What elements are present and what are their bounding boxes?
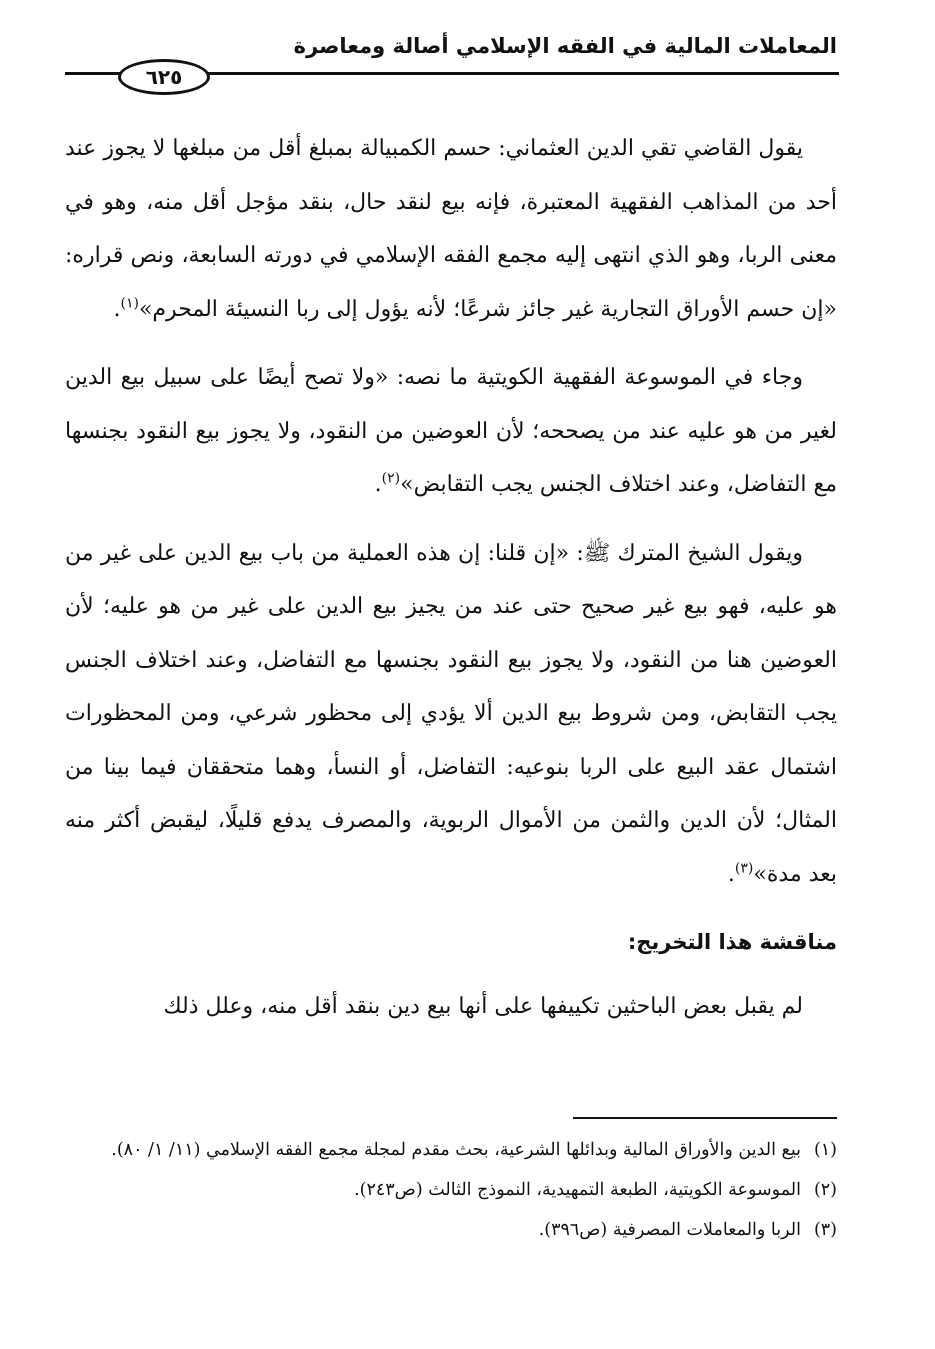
main-text xyxy=(65,122,837,1048)
paragraph-text: يقول القاضي تقي الدين العثماني: حسم الكمبيالة بمبلغ أقل من مبلغها لا يجوز عند أحد من المذاهب الفقهية المعتبرة، فإنه بيع لنقد حال، بنقد مؤجل أقل منه، وهو في معنى الربا، وهو الذي انتهى إليه مجمع الفقه الإسلامي في دورته السابعة، ونص قراره: «إن حسم الأوراق التجارية غير جائز شرعًا؛ لأنه يؤول إلى ربا النسيئة المحرم» xyxy=(65,136,837,322)
page-number-badge: ٦٢٥ xyxy=(118,59,210,95)
paragraph-kuwait-encyclopedia xyxy=(65,351,837,512)
paragraph-end-mark: . xyxy=(113,296,121,322)
footnote-text: بيع الدين والأوراق المالية وبدائلها الشرعية، بحث مقدم لمجلة مجمع الفقه الإسلامي (١١/ ١/ ٨٠). xyxy=(111,1140,801,1160)
footnote-number: (٢) xyxy=(813,1180,837,1200)
paragraph-end-mark: . xyxy=(727,861,735,887)
paragraph-mutrik-quote xyxy=(65,527,837,902)
footnote-item xyxy=(65,1133,837,1167)
section-heading: مناقشة هذا التخريج: xyxy=(627,930,837,954)
footnote-ref-2: (٢) xyxy=(381,470,401,487)
footnote-text: الربا والمعاملات المصرفية (ص٣٩٦). xyxy=(538,1220,801,1240)
paragraph-uthmani-quote xyxy=(65,122,837,336)
footnote-text: الموسوعة الكويتية، الطبعة التمهيدية، النموذج الثالث (ص٢٤٣). xyxy=(354,1180,801,1200)
footnote-ref-3: (٣) xyxy=(734,860,754,877)
paragraph-discussion: لم يقبل بعض الباحثين تكييفها على أنها بيع دين بنقد أقل منه، وعلل ذلك xyxy=(163,993,803,1019)
footnote-number: (٣) xyxy=(813,1220,837,1240)
footnotes xyxy=(65,1133,837,1253)
paragraph-text: وجاء في الموسوعة الفقهية الكويتية ما نصه: «ولا تصح أيضًا على سبيل بيع الدين لغير من هو عليه عند من يصححه؛ لأن العوضين من النقود، ولا يجوز بيع النقود بجنسها مع التفاضل، وعند اختلاف الجنس يجب التقابض» xyxy=(65,365,837,497)
paragraph-end-mark: . xyxy=(374,472,382,497)
footnote-item xyxy=(65,1173,837,1207)
running-header-title: المعاملات المالية في الفقه الإسلامي أصالة ومعاصرة xyxy=(293,34,837,58)
footnote-number: (١) xyxy=(813,1140,837,1160)
footnote-item xyxy=(65,1213,837,1247)
paragraph-text: ويقول الشيخ المترك ﷺ: «إن قلنا: إن هذه العملية من باب بيع الدين على غير من هو عليه، فهو بيع غير صحيح حتى عند من يجيز بيع الدين على غير من هو عليه؛ لأن العوضين هنا من النقود، ولا يجوز بيع النقود بجنسها مع التفاضل، وعند اختلاف الجنس يجب التقابض، ومن شروط بيع الدين ألا يؤدي إلى محظور شرعي، ومن المحظورات اشتمال عقد البيع على الربا بنوعيه: التفاضل، أو النسأ، وهما متحققان فيما بينا من المثال؛ لأن الدين والثمن من الأموال الربوية، والمصرف يدفع قليلًا، ليقبض أكثر منه بعد مدة» xyxy=(65,540,837,887)
footnote-ref-1: (١) xyxy=(120,295,139,312)
footnote-separator xyxy=(573,1117,837,1119)
